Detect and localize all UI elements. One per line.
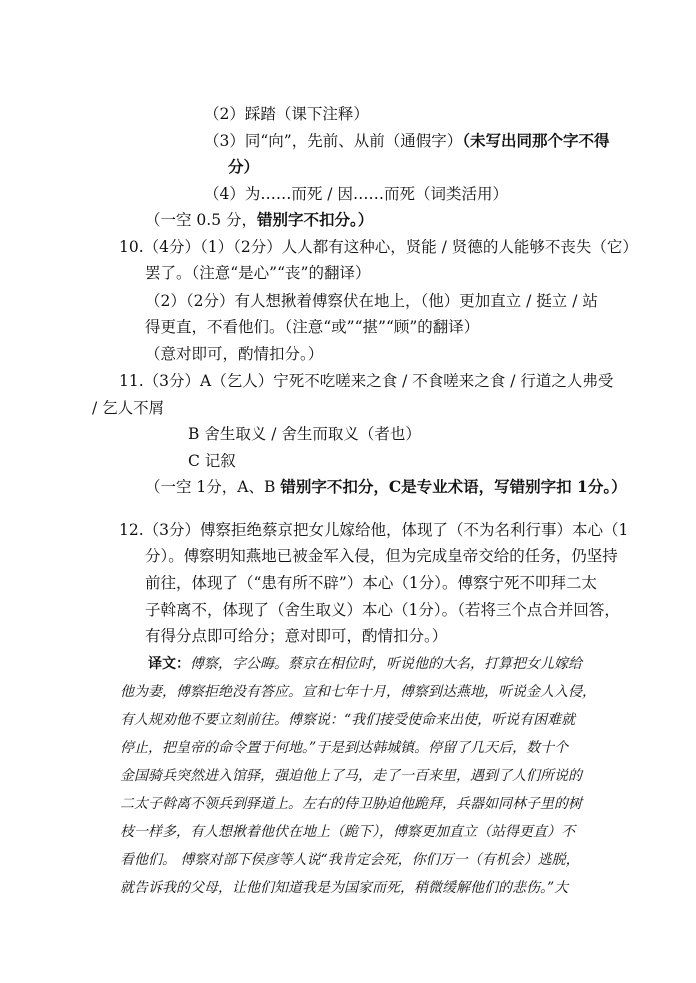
translation-label: 译文： (148, 656, 190, 672)
translation-line-3: 有人规劝他不要立刻前往。傅察说：“我们接受使命来出使，听说有困难就 (120, 712, 576, 728)
answer-9-3-note-cont: 分） (228, 157, 260, 176)
translation-line-6: 二太子斡离不领兵到驿道上。左右的侍卫胁迫他跪拜，兵器如同林子里的树 (120, 796, 582, 812)
answer-9-2: （2）踩踏（课下注释） (204, 105, 369, 123)
translation-line-8: 看他们。 傅察对部下侯彦等人说“我肯定会死，你们万一（有机会）逃脱， (120, 852, 580, 868)
answer-10-line-4: 得更直，不看他们。（注意“或”“揕”“顾”的翻译） (145, 318, 480, 336)
answer-12-line-4: 子斡离不，体现了（舍生取义）本心（1分）。（若将三个点合并回答， (145, 601, 620, 619)
answer-10-line-3: （2）（2分）有人想揪着傅察伏在地上，（他）更加直立 / 挺立 / 站 (145, 292, 598, 310)
answer-12-line-3: 前往，体现了（“患有所不辟”）本心（1分）。傅察宁死不叩拜二太 (145, 574, 597, 592)
answer-10-line-1: 10.（4分）（1）（2分）人人都有这种心，贤能 / 贤德的人能够不丧失（它） (119, 238, 638, 256)
translation-line-7: 枝一样多，有人想揪着他伏在地上（跪下），傅察更加直立（站得更直）不 (120, 824, 575, 840)
answer-11-c: C 记叙 (188, 452, 236, 470)
answer-9-3-note: （未写出同那个字不得 (462, 131, 610, 150)
translation-line-4: 停止，把皇帝的命令置于何地。”于是到达韩城镇。停留了几天后，数十个 (120, 740, 569, 756)
answer-9-note (145, 210, 373, 230)
answer-9-4: （4）为……而死 / 因……而死（词类活用） (204, 185, 508, 203)
answer-11-b: B 舍生取义 / 舍生而取义（者也） (188, 425, 421, 443)
answer-12-line-1: 12.（3分）傅察拒绝蔡京把女儿嫁给他，体现了（不为名利行事）本心（1 (119, 521, 629, 539)
answer-11-note-a: （一空 1分，A、B (145, 478, 281, 496)
translation-line-2: 他为妻，傅察拒绝没有答应。宣和七年十月，傅察到达燕地，听说金人入侵， (120, 684, 596, 700)
answer-11-line-1: 11.（3分）A（乞人）宁死不吃嗟来之食 / 不食嗟来之食 / 行道之人弗受 (119, 372, 614, 390)
answer-11-line-2: / 乞人不屑 (92, 399, 165, 417)
answer-9-3-text: （3）同“向”，先前、从前（通假字） (204, 132, 463, 150)
answer-12-line-2: 分）。傅察明知燕地已被金军入侵，但为完成皇帝交给的任务，仍坚持 (145, 547, 618, 565)
answer-11-note (145, 477, 627, 497)
answer-10-line-5: （意对即可，酌情扣分。） (145, 345, 324, 363)
translation-line-1 (148, 655, 582, 673)
answer-10-line-2: 罢了。（注意“是心”“丧”的翻译） (145, 264, 371, 282)
answer-11-note-b: 错别字不扣分，C是专业术语，写错别字扣 1分。） (280, 477, 627, 496)
answer-9-3 (204, 131, 609, 151)
translation-line-5: 金国骑兵突然进入馆驿，强迫他上了马，走了一百来里，遇到了人们所说的 (120, 768, 582, 784)
translation-line-9: 就告诉我的父母，让他们知道我是为国家而死，稍微缓解他们的悲伤。”大 (120, 880, 569, 896)
answer-9-note-b: 错别字不扣分。） (257, 210, 374, 229)
answer-9-note-a: （一空 0.5 分， (145, 211, 258, 229)
answer-12-line-5: 有得分点即可给分；意对即可，酌情扣分。） (145, 627, 448, 645)
translation-text-1: 傅察，字公晦。蔡京在相位时，听说他的大名，打算把女儿嫁给 (190, 656, 582, 672)
